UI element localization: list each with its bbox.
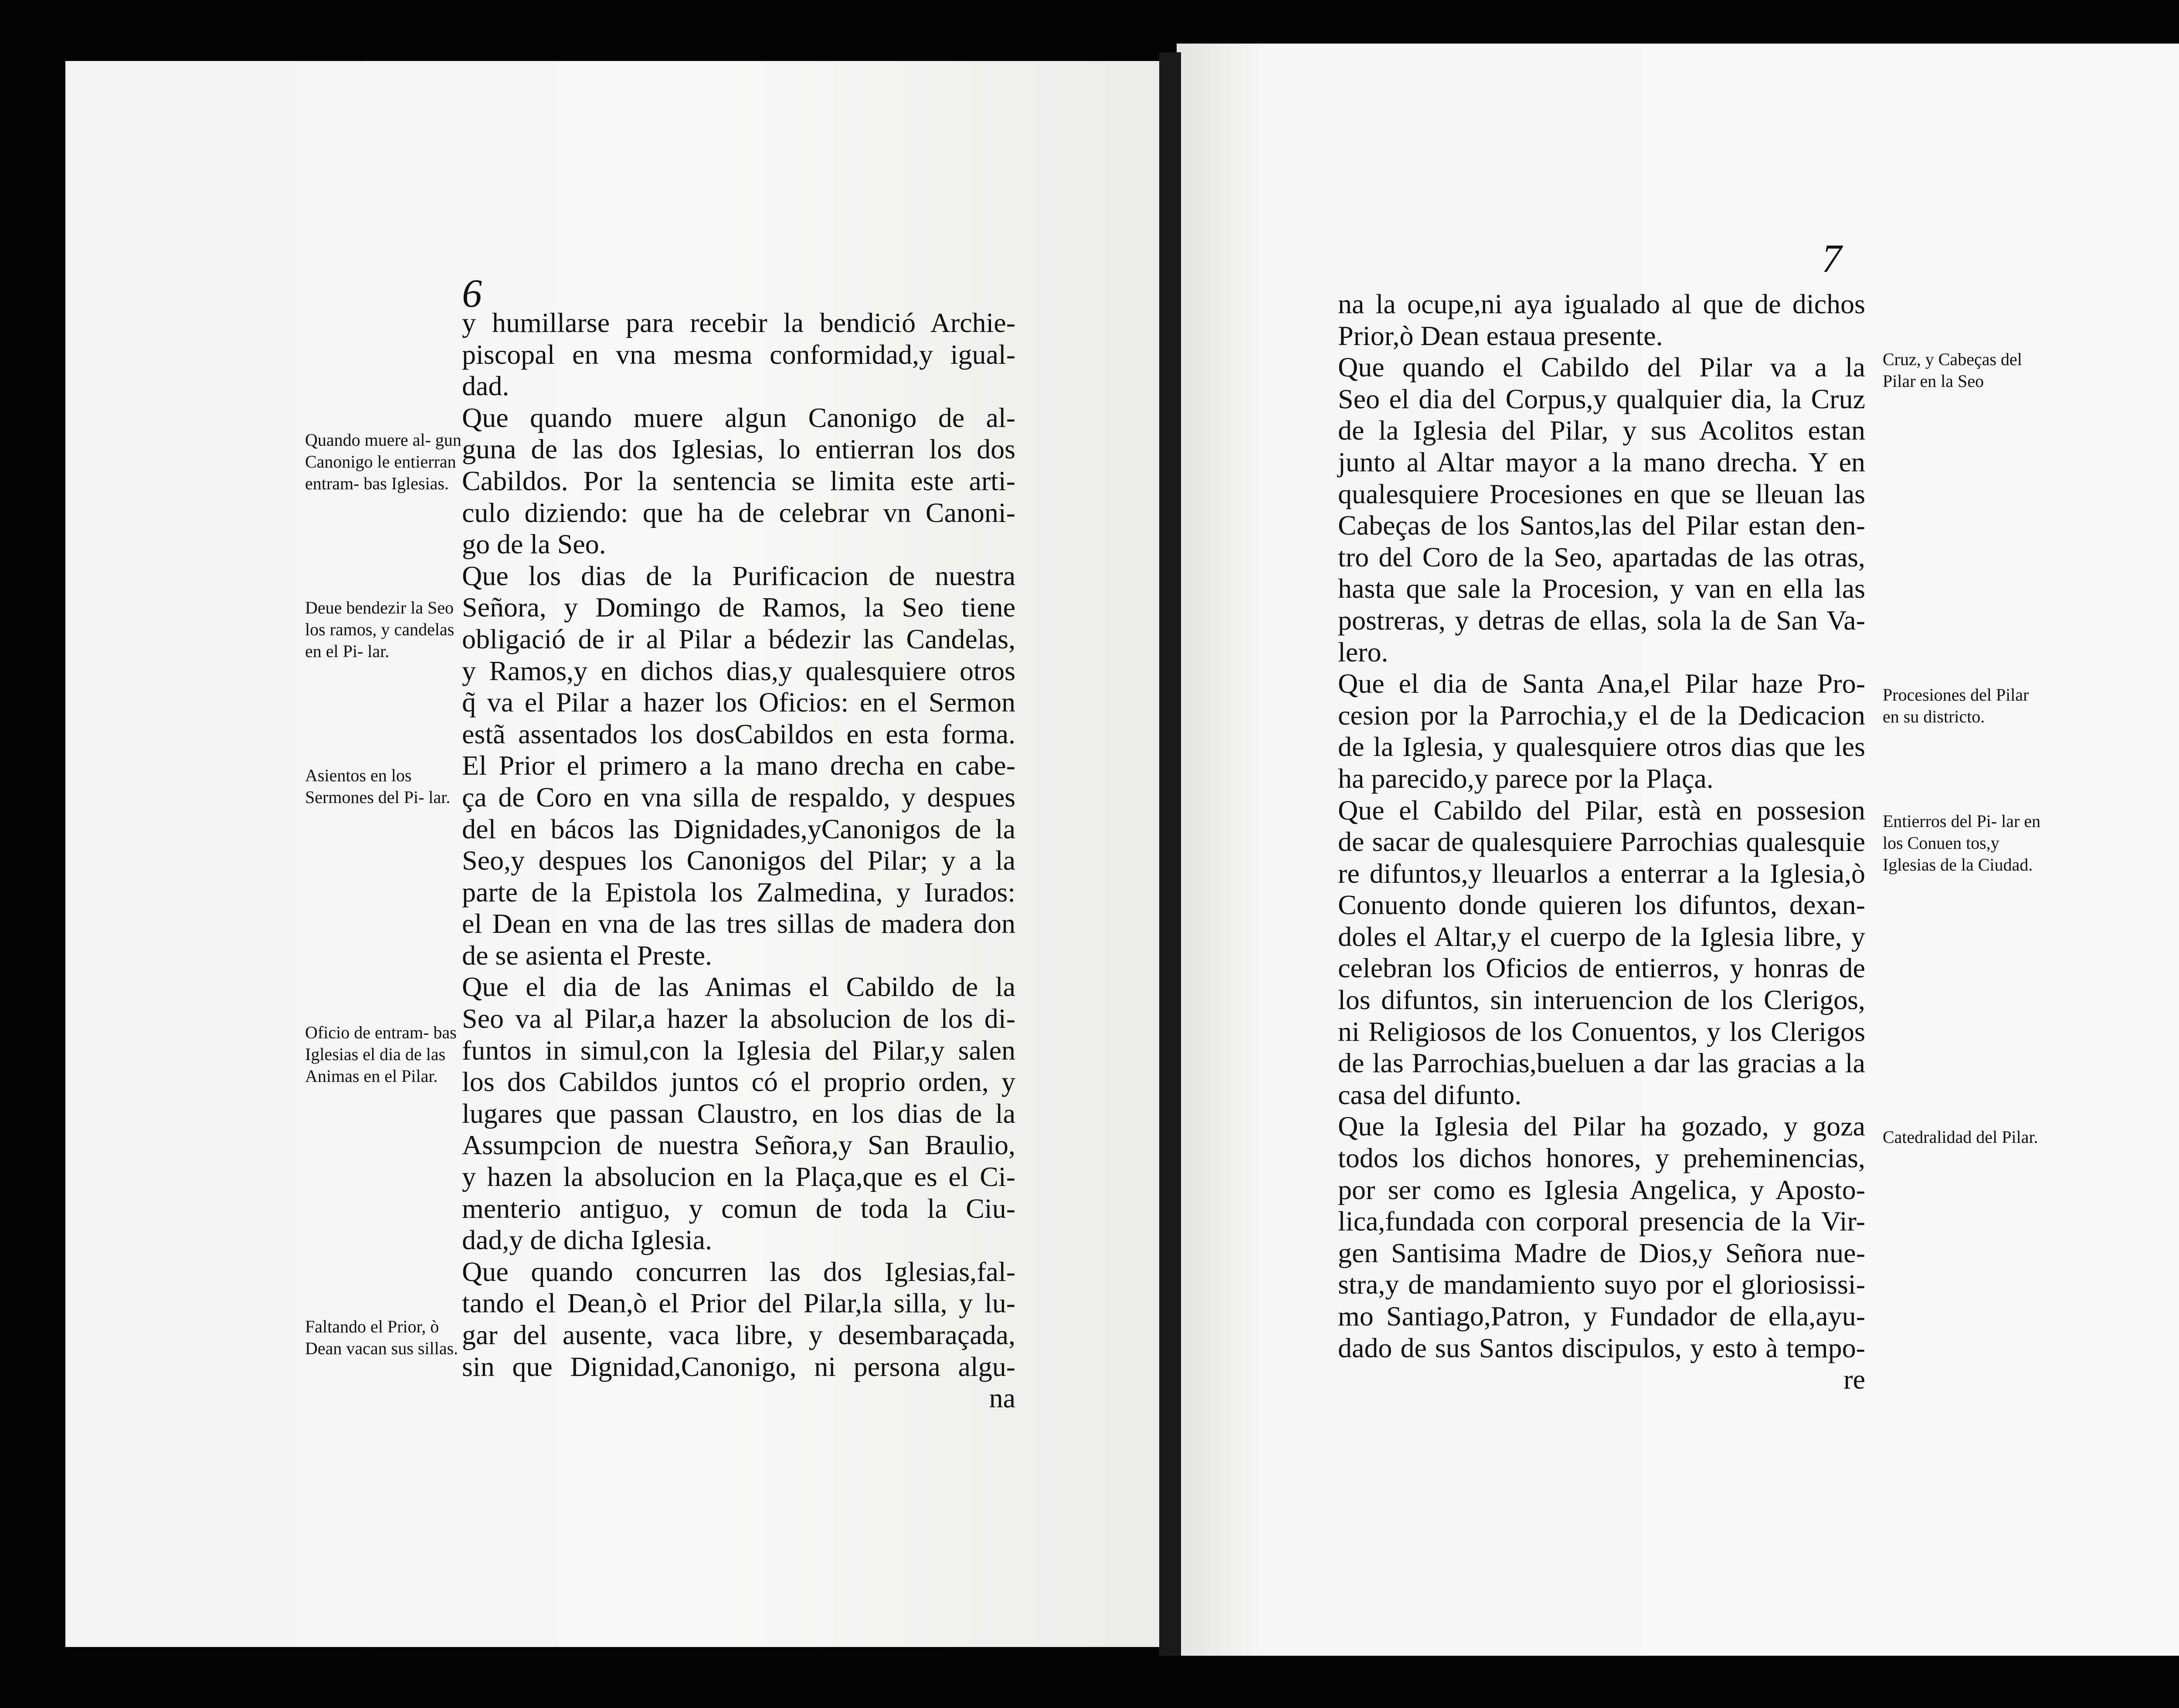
text-line: ça de Coro en vna silla de respaldo, y despues [462, 781, 1015, 813]
book-gutter [1159, 52, 1181, 1656]
text-line: Que el dia de las Animas el Cabildo de la [462, 971, 1015, 1003]
text-line: piscopal en vna mesma conformidad,y igual- [462, 339, 1015, 370]
text-line: q̃ va el Pilar a hazer los Oficios: en el Sermon [462, 687, 1015, 718]
text-line: ha parecido,y parece por la Plaça. [1338, 762, 1714, 794]
text-line: lero. [1338, 636, 1388, 668]
left-margin-note-1: Quando muere al- gun Canonigo le entierran entram- bas Iglesias. [305, 430, 462, 493]
right-body-text [1338, 288, 1865, 1396]
text-line: Seo,y despues los Canonigos del Pilar; y a la [462, 845, 1015, 876]
text-line: Prior,ò Dean estaua presente. [1338, 320, 1663, 351]
text-line: qualesquiere Procesiones en que se lleuan las [1338, 478, 1865, 509]
text-line: de las Parrochias,bueluen a dar las gracias a la [1338, 1047, 1865, 1079]
text-line: Que quando concurren las dos Iglesias,fal- [462, 1256, 1015, 1287]
text-line: y Ramos,y en dichos dias,y qualesquiere otros [462, 655, 1015, 686]
text-line: y humillarse para recebir la bendició Archie- [462, 307, 1015, 338]
text-line: re difuntos,y lleuarlos a enterrar a la Iglesia,ò [1338, 857, 1865, 889]
left-margin-note-2: Deue bendezir la Seo los ramos, y candelas en el Pi- lar. [305, 598, 455, 661]
text-line: Que quando el Cabildo del Pilar va a la [1338, 352, 1865, 383]
text-line: postreras, y detras de ellas, sola la de San Va- [1338, 604, 1865, 636]
text-line: re [1843, 1364, 1865, 1395]
text-line: sin que Dignidad,Canonigo, ni persona algu- [462, 1351, 1015, 1382]
right-page-number: 7 [1822, 236, 1842, 281]
text-line: Que los dias de la Purificacion de nuestra [462, 560, 1015, 591]
text-line: hasta que sale la Procesion, y van en ella las [1338, 573, 1865, 604]
text-line: de se asienta el Preste. [462, 939, 712, 971]
text-line: doles el Altar,y el cuerpo de la Iglesia libre, y [1338, 921, 1865, 952]
text-line: na [989, 1383, 1015, 1414]
text-line: junto al Altar mayor a la mano drecha. Y en [1338, 446, 1865, 478]
text-line: por ser como es Iglesia Angelica, y Aposto- [1338, 1174, 1865, 1205]
text-line: ni Religiosos de los Conuentos, y los Clerigos [1338, 1016, 1865, 1047]
text-line: menterio antiguo, y comun de toda la Ciu- [462, 1193, 1015, 1224]
text-line: na la ocupe,ni aya igualado al que de dichos [1338, 288, 1865, 319]
text-line: parte de la Epistola los Zalmedina, y Iurados: [462, 876, 1015, 908]
text-line: Cabeças de los Santos,las del Pilar estan den- [1338, 510, 1865, 541]
text-line: de la Iglesia, y qualesquiere otros dias que les [1338, 731, 1865, 762]
text-line: culo diziendo: que ha de celebrar vn Canoni- [462, 497, 1015, 528]
text-line: stra,y de mandamiento suyo por el gloriosissi- [1338, 1269, 1865, 1300]
text-line: Que el Cabildo del Pilar, està en possesion [1338, 794, 1865, 826]
left-margin-note-4: Oficio de entram- bas Iglesias el dia de las Animas en el Pilar. [305, 1023, 457, 1086]
right-margin-note-3: Entierros del Pi- lar en los Conuen tos,y Iglesias de la Ciudad. [1883, 811, 2041, 874]
text-line: de sacar de qualesquiere Parrochias qualesquie [1338, 826, 1865, 857]
right-margin-note-1: Cruz, y Cabeças del Pilar en la Seo [1883, 349, 2022, 391]
text-line: del en bácos las Dignidades,yCanonigos de la [462, 813, 1015, 844]
text-line: tro del Coro de la Seo, apartadas de las otras, [1338, 541, 1865, 573]
text-line: obligació de ir al Pilar a bédezir las Candelas, [462, 623, 1015, 654]
text-line: dado de sus Santos discipulos, y esto à tempo- [1338, 1332, 1865, 1363]
text-line: lica,fundada con corporal presencia de la Vir- [1338, 1206, 1865, 1237]
text-line: Cabildos. Por la sentencia se limita este arti- [462, 465, 1015, 496]
text-line: Que quando muere algun Canonigo de al- [462, 402, 1015, 433]
text-line: tando el Dean,ò el Prior del Pilar,la silla, y lu- [462, 1288, 1015, 1319]
text-line: celebran los Oficios de entierros, y honras de [1338, 952, 1865, 984]
text-line: Que el dia de Santa Ana,el Pilar haze Pro- [1338, 668, 1865, 699]
text-line: gar del ausente, vaca libre, y desembaraçada, [462, 1319, 1015, 1350]
text-line: Seo el dia del Corpus,y qualquier dia, la Cruz [1338, 383, 1865, 414]
text-line: todos los dichos honores, y preheminencias, [1338, 1142, 1865, 1174]
left-page-number: 6 [462, 271, 482, 315]
text-line: funtos in simul,con la Iglesia del Pilar,y salen [462, 1034, 1015, 1066]
text-line: el Dean en vna de las tres sillas de madera don [462, 908, 1015, 939]
text-line: go de la Seo. [462, 529, 606, 560]
text-line: gen Santisima Madre de Dios,y Señora nue- [1338, 1237, 1865, 1268]
text-line: cesion por la Parrochia,y el de la Dedicacion [1338, 699, 1865, 731]
text-line: Conuento donde quieren los difuntos, dexan- [1338, 889, 1865, 921]
text-line: mo Santiago,Patron, y Fundador de ella,ayu- [1338, 1301, 1865, 1332]
text-line: Que la Iglesia del Pilar ha gozado, y goza [1338, 1111, 1865, 1142]
left-margin-note-3: Asientos en los Sermones del Pi- lar. [305, 766, 451, 807]
text-line: dad,y de dicha Iglesia. [462, 1224, 712, 1256]
text-line: Seo va al Pilar,a hazer la absolucion de los di- [462, 1003, 1015, 1034]
text-line: y hazen la absolucion en la Plaça,que es el Ci- [462, 1161, 1015, 1193]
left-body-text [462, 307, 1015, 1414]
text-line: los dos Cabildos juntos có el proprio orden, y [462, 1066, 1015, 1098]
text-line: El Prior el primero a la mano drecha en cabe- [462, 750, 1015, 781]
text-line: casa del difunto. [1338, 1079, 1522, 1110]
text-line: guna de las dos Iglesias, lo entierran los dos [462, 434, 1015, 465]
text-line: dad. [462, 370, 509, 402]
text-line: Señora, y Domingo de Ramos, la Seo tiene [462, 592, 1015, 623]
text-line: de la Iglesia del Pilar, y sus Acolitos estan [1338, 415, 1865, 446]
left-margin-note-5: Faltando el Prior, ò Dean vacan sus sillas. [305, 1317, 458, 1358]
text-line: estã assentados los dosCabildos en esta forma. [462, 718, 1015, 749]
text-line: Assumpcion de nuestra Señora,y San Braulio, [462, 1129, 1015, 1161]
text-line: los difuntos, sin interuencion de los Clerigos, [1338, 984, 1865, 1016]
text-line: lugares que passan Claustro, en los dias de la [462, 1098, 1015, 1129]
right-margin-note-4: Catedralidad del Pilar. [1883, 1127, 2038, 1147]
right-margin-note-2: Procesiones del Pilar en su districto. [1883, 685, 2029, 726]
